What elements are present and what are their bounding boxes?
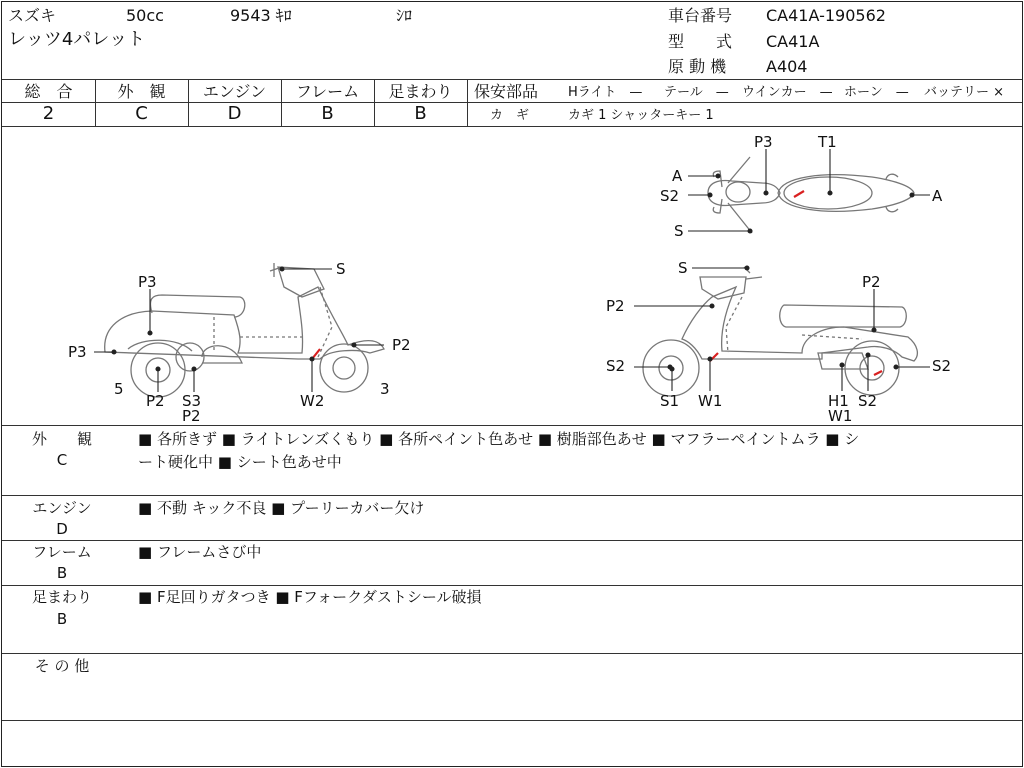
exterior-section-label: 外 観 [31,430,92,448]
frame-no: CA41A-190562 [766,6,886,25]
divider [2,720,1022,721]
label-right-s2-rear: S2 [858,392,878,410]
label-right-w1: W1 [698,392,723,410]
divider [2,425,1022,426]
grade-suspension-value: B [414,103,427,124]
displacement: 50cc [126,6,164,25]
label-right-s2-muffler: S2 [932,357,952,375]
label-top-a-rear: A [932,187,943,205]
label-left-p2-rear: P2 [392,336,411,354]
divider [2,653,1022,654]
label-left-p2-under: P2 [182,407,201,425]
label-left-p3-top: P3 [138,273,157,291]
engine-value: A404 [766,57,808,76]
label-right-s1: S1 [660,392,680,410]
grade-exterior-value: C [135,103,148,124]
keys-label: カ ギ [490,108,530,123]
frame-section-grade: B [56,564,68,582]
damage-mark [874,371,882,375]
label-top-p3: P3 [754,133,773,151]
label-left-s: S [336,260,346,278]
other-section-label: そ の 他 [34,657,90,675]
vehicle-diagram [2,127,1022,425]
suspension-section-grade: B [56,610,68,628]
model-name: レッツ4パレット [8,29,146,50]
label-left-p2-wheel: P2 [146,392,165,410]
label-right-s2-front: S2 [606,357,626,375]
scooter-top-view [708,157,914,233]
grade-frame-label: フレーム [295,82,360,101]
label-top-a-front: A [672,167,683,185]
frame-remarks: ■ フレームさび中 [138,543,262,561]
engine-label: 原 動 機 [668,57,727,76]
label-top-s2: S2 [660,187,680,205]
label-left-3: 3 [380,380,390,398]
label-right-s: S [678,259,688,277]
label-left-w2: W2 [300,392,325,410]
safety-horn: ホーン — [844,85,909,100]
label-top-s: S [674,222,684,240]
safety-tail: テール — [664,85,729,100]
grade-suspension-label: 足まわり [388,82,453,101]
engine-section-grade: D [56,520,68,538]
frame-section-label: フレーム [32,543,92,561]
label-right-p2-seat: P2 [862,273,881,291]
label-right-p2-front: P2 [606,297,625,315]
exterior-remarks-line2: ート硬化中 ■ シート色あせ中 [138,453,342,471]
safety-battery: バッテリー × [924,85,1005,100]
frame-no-label: 車台番号 [668,6,733,25]
safety-headlight: Hライト — [568,85,643,100]
grade-frame-value: B [321,103,334,124]
maker: スズキ [8,6,57,25]
engine-section-label: エンジン [32,499,92,517]
label-left-s3: S3 [182,392,202,410]
mileage: 9543 ｷﾛ [230,6,292,25]
type-label: 型 式 [668,32,733,51]
safety-winker: ウインカー — [742,85,833,100]
grade-overall-value: 2 [42,103,55,124]
label-left-5: 5 [114,380,124,398]
divider [2,495,1022,496]
suspension-section-label: 足まわり [31,588,92,606]
grade-overall-label: 総 合 [24,82,73,101]
suspension-remarks: ■ F足回りガタつき ■ Fフォークダストシール破損 [138,588,482,606]
exterior-remarks-line1: ■ 各所きず ■ ライトレンズくもり ■ 各所ペイント色あせ ■ 樹脂部色あせ ■ マフラーペイントムラ ■ シ [138,430,860,448]
exterior-section-grade: C [56,451,68,469]
inspection-sheet [1,1,1023,767]
label-right-w1-under: W1 [828,407,853,425]
label-top-t1: T1 [818,133,837,151]
divider [2,79,1022,80]
keys-value: カギ 1 シャッターキー 1 [568,108,714,123]
color: ｼﾛ [396,6,413,25]
label-left-p3-front: P3 [68,343,87,361]
type-value: CA41A [766,32,820,51]
label-right-h1: H1 [828,392,849,410]
grade-engine-label: エンジン [202,82,267,101]
grade-engine-value: D [227,103,242,124]
safety-label: 保安部品 [474,82,539,101]
grade-exterior-label: 外 観 [117,82,166,101]
damage-mark [794,191,804,197]
engine-remarks: ■ 不動 キック不良 ■ プーリーカバー欠け [138,499,425,517]
